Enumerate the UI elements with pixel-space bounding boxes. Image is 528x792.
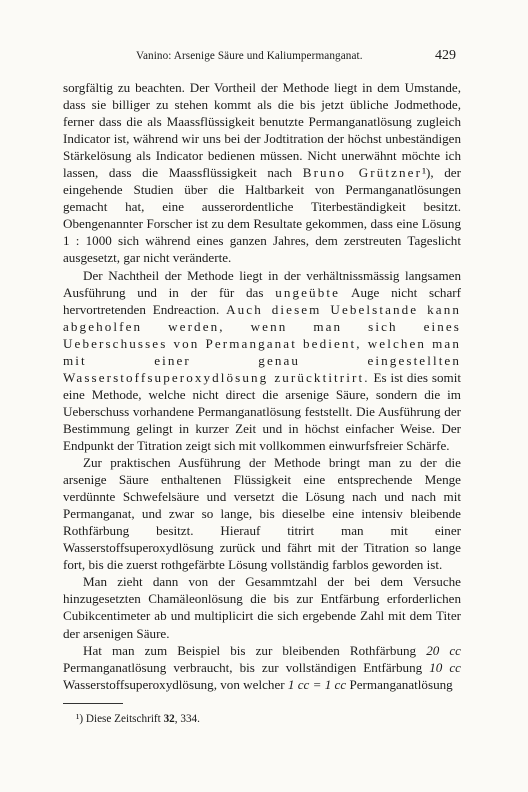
text-run: Wasserstoffsuperoxydlösung, von welcher [63, 676, 288, 692]
text-run: Es ist dies somit eine Methode, welche nicht direct die arsenige Säure, sondern die im Ueberschuss vorhandene Permanganatlösung feststellt. Die Ausführung der Bestimmung gelingt in kurzer Zeit und in höchst einfacher Weise. Der Endpunkt der Titration zeigt sich mit vollkommen einwurfsfreier Schärfe. [63, 369, 461, 453]
paragraph [63, 454, 461, 573]
paragraph [63, 267, 461, 455]
spaced-text: ungeübte [275, 284, 340, 300]
text-run: Permanganatlösung verbraucht, bis zur vollständigen Entfärbung [63, 659, 430, 675]
running-head: Vanino: Arsenige Säure und Kaliumpermanganat. [136, 50, 363, 62]
italic-text: 10 cc [429, 659, 461, 675]
paragraph [63, 642, 461, 693]
page-header [76, 50, 456, 68]
text-run: Zur praktischen Ausführung der Methode bringt man zu der die arsenige Säure enthaltenen Flüssigkeit eine entsprechende Menge verdünnte Schwefelsäure und versetzt die Lösung nach und nach mit Permanganat, und zwar so lange, bis dieselbe eine intensiv bleibende Rothfärbung besitzt. Hierauf titrirt man mit einer Wasserstoffsuperoxydlösung zurück und fährt mit der Titration so lange fort, bis die zuerst rothgefärbte Lösung vollständig farblos geworden ist. [63, 455, 461, 573]
text-run: Der Nachtheil der Methode liegt in der verhältnissmässig langsamen Ausführung und in der für das [63, 267, 461, 300]
text-run: Permanganatlösung [346, 676, 453, 692]
paragraph [63, 573, 461, 641]
text-run: ¹), der eingehende Studien über die Haltbarkeit von Permanganatlösungen gemacht hat, eine ausserordentliche Titerbeständigkeit besitzt. Obengenannter Forscher ist zu dem Resultate gekommen, dass eine Lösung 1 : 1000 sich während eines ganzen Jahres, dem zerstreuten Tageslicht ausgesetzt, gar nicht veränderte. [63, 165, 461, 266]
footnote-marker: ¹) [76, 713, 84, 725]
footnote [76, 712, 456, 726]
body-text [63, 79, 461, 693]
footnote-text: Diese Zeitschrift [85, 713, 161, 725]
spaced-text: Auch diesem Uebelstande kann abgeholfen werden, wenn man sich eines Ueberschusses von Permanganat bedient, welchen man mit einer genau eingestellten Wasserstoffsuperoxydlösung zurücktitrirt. [63, 301, 461, 385]
italic-text: 20 cc [426, 642, 461, 658]
text-run: Auge nicht scharf hervortretenden Endreaction. [63, 284, 461, 317]
footnote-pages: , 334. [174, 713, 200, 725]
spaced-text: Bruno Grützner [302, 165, 423, 181]
italic-text: 1 cc = 1 cc [287, 676, 347, 692]
text-run: Hat man zum Beispiel bis zur bleibenden Rothfärbung [83, 642, 427, 658]
footnote-volume: 32 [163, 713, 175, 725]
footnote-divider [63, 703, 123, 704]
page-number: 429 [435, 48, 456, 63]
text-run: Man zieht dann von der Gesammtzahl der bei dem Versuche hinzugesetzten Chamäleonlösung die bis zur Entfärbung erforderlichen Cubikcentimeter ab und multiplicirt die sich ergebende Zahl mit dem Titer der arsenigen Säure. [63, 574, 461, 641]
paragraph [63, 79, 461, 267]
text-run: sorgfältig zu beachten. Der Vortheil der Methode liegt in dem Umstande, dass sie billiger zu stehen kommt als die bis jetzt übliche Jodmethode, ferner dass die als Maassflüssigkeit benutzte Permanganatlösung zugleich Indicator ist, während wir uns bei der Jodtitration der höchst unbeständigen Stärkelösung als Indicator bedienen müssen. Nicht unerwähnt möchte ich lassen, dass die Maassflüssigkeit nach [63, 80, 461, 181]
